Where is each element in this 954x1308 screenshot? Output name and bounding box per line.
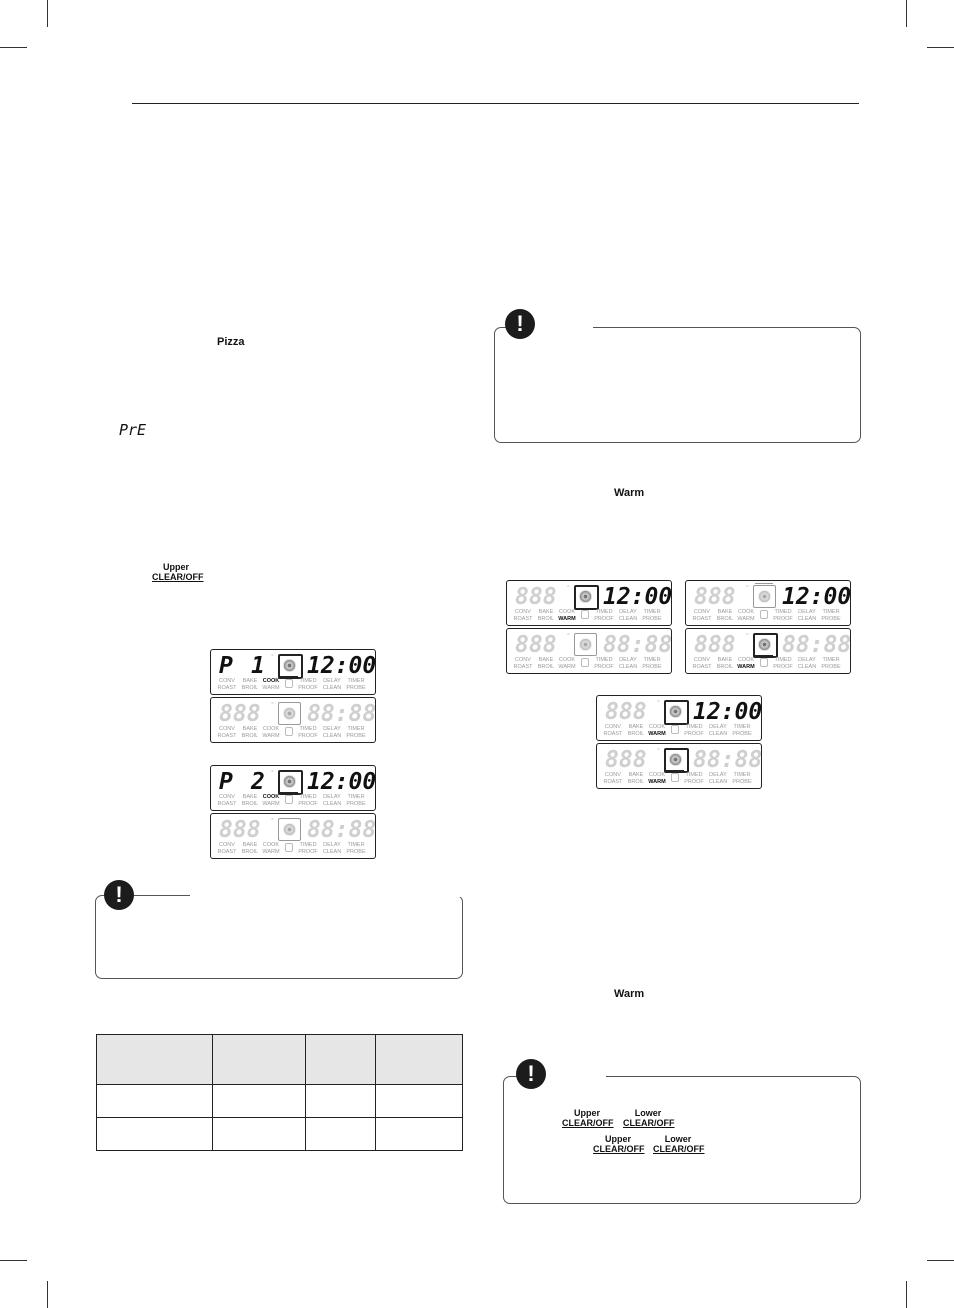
- label-proof: PROOF: [298, 801, 318, 807]
- label-bake: BAKE: [242, 794, 258, 800]
- label-timer: TIMER: [822, 657, 840, 663]
- degree-icon: °: [657, 748, 660, 755]
- label-clean: CLEAN: [797, 616, 817, 622]
- degree-icon: °: [746, 585, 749, 592]
- convection-fan-icon: [574, 585, 599, 610]
- label-delay: DELAY: [323, 842, 341, 848]
- temp-digits: 888: [515, 632, 557, 658]
- warm-label: Warm: [614, 487, 645, 499]
- label-timer: TIMER: [733, 724, 751, 730]
- label-proof: PROOF: [298, 849, 318, 855]
- label-broil: BROIL: [627, 731, 645, 737]
- label-bake: BAKE: [242, 726, 258, 732]
- label-bake: BAKE: [628, 772, 644, 778]
- label-probe: PROBE: [642, 616, 662, 622]
- label-cook: COOK: [737, 609, 755, 615]
- label-conv: CONV: [515, 609, 531, 615]
- label-proof: PROOF: [773, 664, 793, 670]
- label-warm: WARM: [558, 664, 576, 670]
- label-broil: BROIL: [241, 849, 259, 855]
- lock-icon: [581, 610, 589, 619]
- oven-display-lower-warm-b: [685, 628, 851, 674]
- label-conv: CONV: [219, 842, 235, 848]
- preheat-code: PrE: [119, 421, 147, 439]
- label-clean: CLEAN: [708, 731, 728, 737]
- label-timer: TIMER: [822, 609, 840, 615]
- label-delay: DELAY: [323, 794, 341, 800]
- label-roast: ROAST: [217, 801, 237, 807]
- label-proof: PROOF: [594, 664, 614, 670]
- clock-digits: 12:00: [603, 584, 673, 610]
- label-timed: TIMED: [299, 678, 317, 684]
- label-timer: TIMER: [347, 794, 365, 800]
- label-clean: CLEAN: [322, 801, 342, 807]
- label-probe: PROBE: [642, 664, 662, 670]
- table-row: [97, 1118, 463, 1151]
- label-timer: TIMER: [643, 657, 661, 663]
- indicator-bar: [666, 770, 684, 771]
- label-warm: WARM: [648, 731, 666, 737]
- label-delay: DELAY: [619, 609, 637, 615]
- label-cook: COOK: [262, 842, 280, 848]
- label-proof: PROOF: [773, 616, 793, 622]
- degree-icon: °: [567, 633, 570, 640]
- label-delay: DELAY: [798, 609, 816, 615]
- label-bake: BAKE: [628, 724, 644, 730]
- label-conv: CONV: [605, 724, 621, 730]
- label-roast: ROAST: [217, 733, 237, 739]
- temp-digits: 888: [219, 817, 261, 843]
- label-delay: DELAY: [709, 724, 727, 730]
- label-conv: CONV: [694, 609, 710, 615]
- label-clean: CLEAN: [618, 616, 638, 622]
- upper-clear-off-button-label: Upper CLEAR/OFF: [152, 562, 204, 582]
- info-table: [96, 1034, 463, 1151]
- program-code: P: [219, 653, 233, 679]
- label-timer: TIMER: [643, 609, 661, 615]
- program-number: 1: [251, 653, 265, 679]
- label-delay: DELAY: [798, 657, 816, 663]
- label-conv: CONV: [219, 726, 235, 732]
- temp-digits: 888: [515, 584, 557, 610]
- oven-display-upper-warm-c: [596, 695, 762, 741]
- label-broil: BROIL: [627, 779, 645, 785]
- note-box-left: [95, 895, 463, 979]
- label-conv: CONV: [219, 794, 235, 800]
- table-row: [97, 1085, 463, 1118]
- degree-icon: °: [271, 770, 274, 777]
- oven-display-lower-p2: [210, 813, 376, 859]
- crop-mark: [906, 0, 907, 27]
- label-cook: COOK: [262, 726, 280, 732]
- label-cook: COOK: [558, 657, 576, 663]
- table-header-row: [97, 1035, 463, 1085]
- clock-digits: 88:88: [693, 747, 763, 773]
- label-bake: BAKE: [242, 678, 258, 684]
- indicator-bar: [755, 583, 773, 584]
- label-bake: BAKE: [242, 842, 258, 848]
- label-cook: COOK: [558, 609, 576, 615]
- pizza-label: Pizza: [217, 336, 245, 348]
- crop-mark: [0, 1260, 27, 1261]
- label-timed: TIMED: [685, 724, 703, 730]
- label-broil: BROIL: [537, 664, 555, 670]
- lock-icon: [760, 658, 768, 667]
- clock-digits: 12:00: [307, 653, 377, 679]
- convection-fan-icon: [574, 633, 597, 656]
- label-clean: CLEAN: [797, 664, 817, 670]
- convection-fan-icon: [664, 700, 689, 725]
- label-warm: WARM: [737, 664, 755, 670]
- label-roast: ROAST: [217, 849, 237, 855]
- crop-mark: [927, 1260, 954, 1261]
- temp-digits: 888: [605, 699, 647, 725]
- temp-digits: 888: [219, 701, 261, 727]
- label-timer: TIMER: [347, 726, 365, 732]
- label-clean: CLEAN: [322, 849, 342, 855]
- label-bake: BAKE: [717, 657, 733, 663]
- label-probe: PROBE: [346, 685, 366, 691]
- label-warm: WARM: [648, 779, 666, 785]
- oven-display-upper-warm-b: [685, 580, 851, 626]
- label-delay: DELAY: [323, 678, 341, 684]
- label-conv: CONV: [694, 657, 710, 663]
- lock-icon: [760, 610, 768, 619]
- label-proof: PROOF: [298, 685, 318, 691]
- upper-clear-off-button-label: Upper CLEAR/OFF: [562, 1108, 614, 1128]
- lower-clear-off-button-label: Lower CLEAR/OFF: [653, 1134, 705, 1154]
- oven-display-lower-warm-a: [506, 628, 672, 674]
- clock-digits: 12:00: [307, 769, 377, 795]
- oven-display-upper-p1: [210, 649, 376, 695]
- label-timed: TIMED: [774, 609, 792, 615]
- label-proof: PROOF: [298, 733, 318, 739]
- note-header-line: [190, 895, 462, 897]
- clock-digits: 88:88: [307, 701, 377, 727]
- indicator-bar: [280, 792, 298, 793]
- note-box-right-1: [494, 327, 861, 443]
- label-timed: TIMED: [299, 842, 317, 848]
- label-roast: ROAST: [692, 664, 712, 670]
- lock-icon: [581, 658, 589, 667]
- label-timer: TIMER: [347, 842, 365, 848]
- oven-display-lower-p1: [210, 697, 376, 743]
- label-cook: COOK: [648, 724, 666, 730]
- clock-digits: 88:88: [603, 632, 673, 658]
- crop-mark: [927, 47, 954, 48]
- label-cook: COOK: [262, 678, 280, 684]
- label-timer: TIMER: [733, 772, 751, 778]
- degree-icon: °: [746, 633, 749, 640]
- label-roast: ROAST: [217, 685, 237, 691]
- convection-fan-icon: [278, 702, 301, 725]
- header-rule: [132, 103, 859, 104]
- label-warm: WARM: [262, 849, 280, 855]
- label-probe: PROBE: [346, 849, 366, 855]
- oven-display-upper-warm-a: [506, 580, 672, 626]
- label-warm: WARM: [262, 801, 280, 807]
- label-roast: ROAST: [692, 616, 712, 622]
- label-roast: ROAST: [603, 779, 623, 785]
- label-clean: CLEAN: [322, 685, 342, 691]
- crop-mark: [0, 47, 27, 48]
- lock-icon: [285, 679, 293, 688]
- temp-digits: 888: [694, 584, 736, 610]
- label-roast: ROAST: [513, 616, 533, 622]
- label-warm: WARM: [262, 685, 280, 691]
- degree-icon: °: [271, 702, 274, 709]
- label-cook: COOK: [262, 794, 280, 800]
- lock-icon: [671, 773, 679, 782]
- degree-icon: °: [657, 700, 660, 707]
- upper-clear-off-button-label: Upper CLEAR/OFF: [593, 1134, 645, 1154]
- crop-mark: [47, 0, 48, 27]
- label-timed: TIMED: [774, 657, 792, 663]
- indicator-bar: [280, 676, 298, 677]
- clock-digits: 88:88: [782, 632, 852, 658]
- indicator-bar: [755, 655, 773, 656]
- lock-icon: [285, 795, 293, 804]
- label-clean: CLEAN: [322, 733, 342, 739]
- warm-label: Warm: [614, 988, 645, 1000]
- label-broil: BROIL: [716, 664, 734, 670]
- label-broil: BROIL: [537, 616, 555, 622]
- program-number: 2: [251, 769, 265, 795]
- label-probe: PROBE: [821, 616, 841, 622]
- label-timer: TIMER: [347, 678, 365, 684]
- label-probe: PROBE: [346, 801, 366, 807]
- label-probe: PROBE: [346, 733, 366, 739]
- degree-icon: °: [271, 818, 274, 825]
- label-proof: PROOF: [594, 616, 614, 622]
- label-broil: BROIL: [716, 616, 734, 622]
- degree-icon: °: [567, 585, 570, 592]
- label-conv: CONV: [605, 772, 621, 778]
- lock-icon: [671, 725, 679, 734]
- label-broil: BROIL: [241, 733, 259, 739]
- label-timed: TIMED: [595, 609, 613, 615]
- label-bake: BAKE: [717, 609, 733, 615]
- label-warm: WARM: [558, 616, 576, 622]
- temp-digits: 888: [605, 747, 647, 773]
- label-cook: COOK: [648, 772, 666, 778]
- crop-mark: [906, 1281, 907, 1308]
- label-timed: TIMED: [595, 657, 613, 663]
- label-probe: PROBE: [732, 731, 752, 737]
- exclamation-icon: !: [516, 1059, 546, 1089]
- clock-digits: 88:88: [307, 817, 377, 843]
- label-timed: TIMED: [299, 794, 317, 800]
- label-clean: CLEAN: [618, 664, 638, 670]
- label-timed: TIMED: [299, 726, 317, 732]
- lower-clear-off-button-label: Lower CLEAR/OFF: [623, 1108, 675, 1128]
- convection-fan-icon: [278, 818, 301, 841]
- exclamation-icon: !: [505, 309, 535, 339]
- degree-icon: °: [271, 654, 274, 661]
- label-proof: PROOF: [684, 779, 704, 785]
- label-conv: CONV: [515, 657, 531, 663]
- label-probe: PROBE: [821, 664, 841, 670]
- oven-display-upper-p2: [210, 765, 376, 811]
- label-delay: DELAY: [619, 657, 637, 663]
- convection-fan-icon: [753, 585, 776, 608]
- label-bake: BAKE: [538, 609, 554, 615]
- label-roast: ROAST: [513, 664, 533, 670]
- oven-display-lower-warm-c: [596, 743, 762, 789]
- lock-icon: [285, 843, 293, 852]
- label-roast: ROAST: [603, 731, 623, 737]
- label-broil: BROIL: [241, 685, 259, 691]
- label-cook: COOK: [737, 657, 755, 663]
- label-clean: CLEAN: [708, 779, 728, 785]
- label-bake: BAKE: [538, 657, 554, 663]
- label-conv: CONV: [219, 678, 235, 684]
- note-header-line: [525, 327, 593, 329]
- label-timed: TIMED: [685, 772, 703, 778]
- label-warm: WARM: [262, 733, 280, 739]
- label-probe: PROBE: [732, 779, 752, 785]
- label-broil: BROIL: [241, 801, 259, 807]
- clock-digits: 12:00: [693, 699, 763, 725]
- label-proof: PROOF: [684, 731, 704, 737]
- exclamation-icon: !: [104, 880, 134, 910]
- label-warm: WARM: [737, 616, 755, 622]
- lock-icon: [285, 727, 293, 736]
- label-delay: DELAY: [709, 772, 727, 778]
- crop-mark: [47, 1281, 48, 1308]
- temp-digits: 888: [694, 632, 736, 658]
- label-delay: DELAY: [323, 726, 341, 732]
- clock-digits: 12:00: [782, 584, 852, 610]
- program-code: P: [219, 769, 233, 795]
